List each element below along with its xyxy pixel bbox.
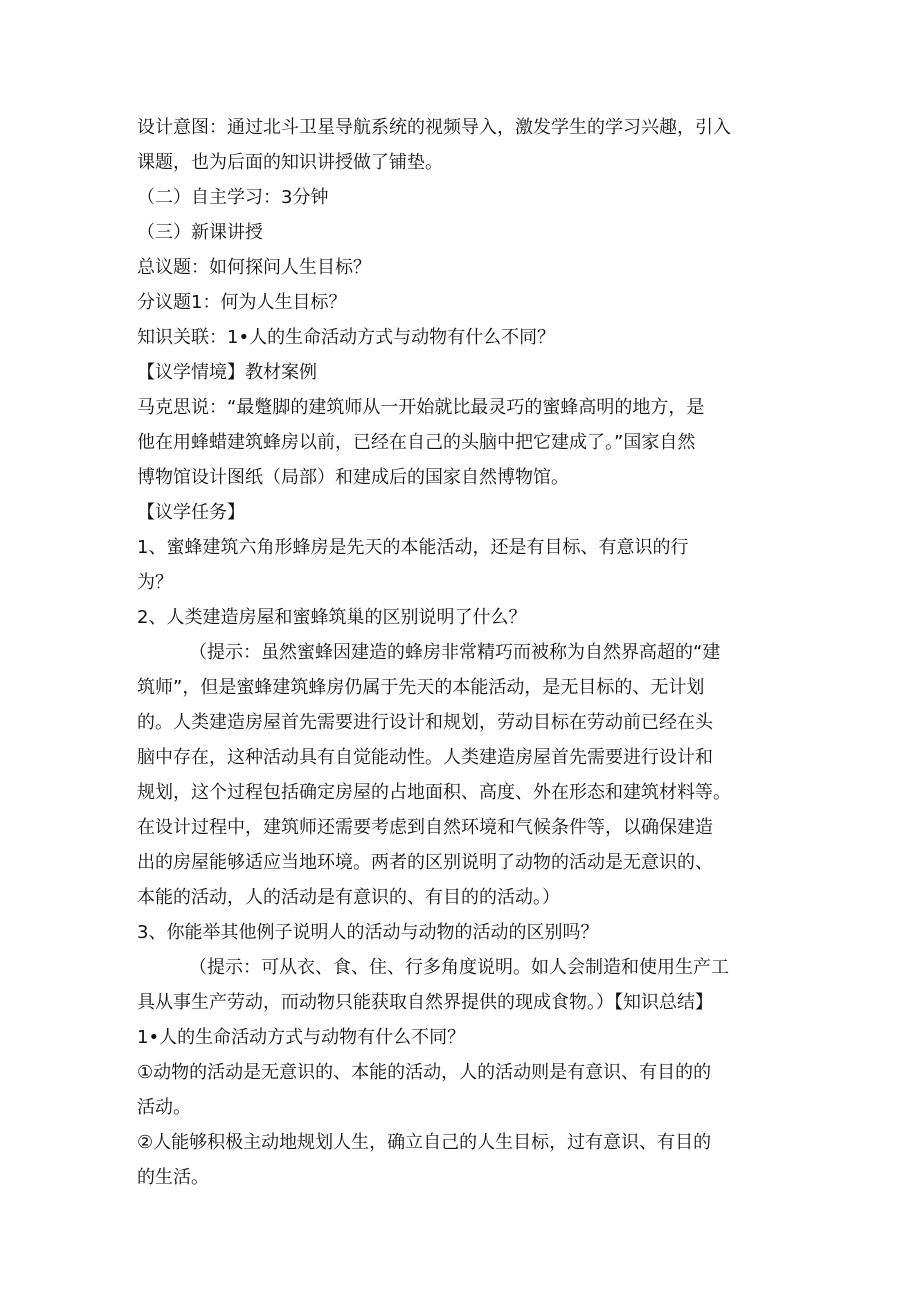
- task-1-line-1: 1、蜜蜂建筑六角形蜂房是先天的本能活动，还是有目标、有意识的行: [137, 537, 689, 558]
- task-2: 2、人类建造房屋和蜜蜂筑巢的区别说明了什么？: [137, 607, 527, 628]
- main-topic: 总议题：如何探问人生目标？: [137, 257, 371, 278]
- summary-point-1-line-1: ①动物的活动是无意识的、本能的活动，人的活动则是有意识、有目的的: [137, 1062, 712, 1083]
- hint-3-line-2: 具从事生产劳动，而动物只能获取自然界提供的现成食物。）【知识总结】: [137, 992, 713, 1013]
- summary-point-2-line-1: ②人能够积极主动地规划人生，确立自己的人生目标，过有意识、有目的: [137, 1132, 712, 1153]
- hint-2-line-4: 脑中存在，这种活动具有自觉能动性。人类建造房屋首先需要进行设计和: [137, 747, 713, 768]
- sub-topic-1: 分议题1：何为人生目标？: [137, 292, 347, 313]
- section-self-study: （二）自主学习：3分钟: [137, 187, 329, 208]
- task-3: 3、你能举其他例子说明人的活动与动物的活动的区别吗？: [137, 922, 599, 943]
- summary-point-1-line-2: 活动。: [137, 1097, 191, 1118]
- hint-2-line-6: 在设计过程中，建筑师还需要考虑到自然环境和气候条件等，以确保建造: [137, 817, 713, 838]
- design-intent-line-2: 课题，也为后面的知识讲授做了铺垫。: [137, 152, 443, 173]
- summary-question: 1•人的生命活动方式与动物有什么不同？: [137, 1027, 466, 1048]
- hint-2-line-7: 出的房屋能够适应当地环境。两者的区别说明了动物的活动是无意识的、: [137, 852, 713, 873]
- task-1-line-2: 为？: [137, 572, 173, 593]
- hint-2-line-1: （提示：虽然蜜蜂因建造的蜂房非常精巧而被称为自然界高超的“建: [189, 642, 721, 663]
- discussion-context-heading: 【议学情境】教材案例: [137, 362, 317, 383]
- hint-2-line-8: 本能的活动，人的活动是有意识的、有目的的活动。）: [137, 887, 560, 908]
- discussion-task-heading: 【议学任务】: [137, 502, 245, 523]
- summary-point-2-line-2: 的生活。: [137, 1167, 209, 1188]
- hint-2-line-3: 的。人类建造房屋首先需要进行设计和规划，劳动目标在劳动前已经在头: [137, 712, 713, 733]
- marx-quote-line-2: 他在用蜂蜡建筑蜂房以前，已经在自己的头脑中把它建成了。”国家自然: [137, 432, 696, 453]
- marx-quote-line-1: 马克思说：“最蹩脚的建筑师从一开始就比最灵巧的蜜蜂高明的地方，是: [137, 397, 705, 418]
- hint-3-line-1: （提示：可从衣、食、住、行多角度说明。如人会制造和使用生产工: [189, 957, 729, 978]
- section-new-lesson: （三）新课讲授: [137, 222, 263, 243]
- marx-quote-line-3: 博物馆设计图纸（局部）和建成后的国家自然博物馆。: [137, 467, 569, 488]
- hint-2-line-2: 筑师”，但是蜜蜂建筑蜂房仍属于先天的本能活动，是无目标的、无计划: [137, 677, 705, 698]
- design-intent-line-1: 设计意图：通过北斗卫星导航系统的视频导入，激发学生的学习兴趣，引入: [137, 117, 731, 138]
- document-body: [137, 110, 802, 1195]
- knowledge-link: 知识关联：1•人的生命活动方式与动物有什么不同？: [137, 327, 556, 348]
- hint-2-line-5: 规划，这个过程包括确定房屋的占地面积、高度、外在形态和建筑材料等。: [137, 782, 731, 803]
